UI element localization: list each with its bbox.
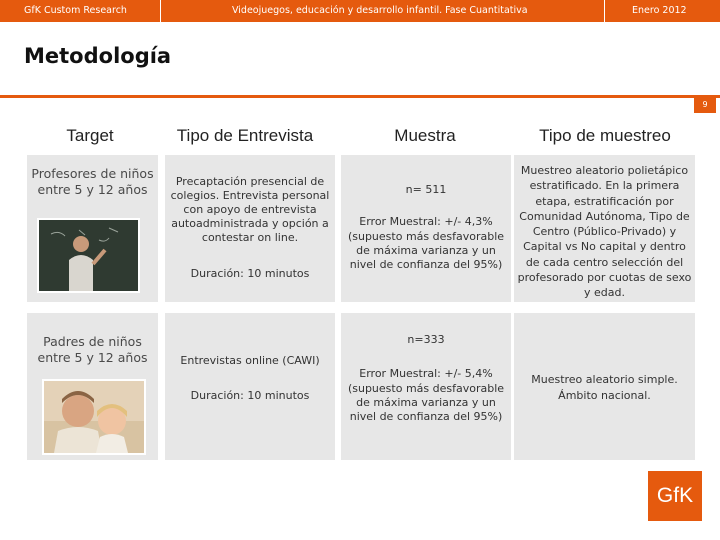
- target-label: Profesores de niños entre 5 y 12 años: [31, 166, 154, 197]
- target-label: Padres de niños entre 5 y 12 años: [37, 334, 148, 365]
- column-header-target: Target: [66, 126, 114, 145]
- sample-error: Error Muestral: +/- 4,3%: [359, 215, 493, 228]
- interview-duration: Duración: 10 minutos: [190, 267, 310, 280]
- sample-note: (supuesto más desfavorable de máxima varianza y un nivel de confianza del 95%): [347, 382, 505, 423]
- sampling-cell-teachers: [514, 155, 695, 302]
- sample-size: n= 511: [405, 183, 447, 196]
- sample-error: Error Muestral: +/- 5,4%: [359, 367, 493, 380]
- report-date: Enero 2012: [632, 5, 687, 16]
- sampling-cell-parents: [514, 313, 695, 460]
- header-divider: [160, 0, 161, 22]
- sampling-description: Muestreo aleatorio simple. Ámbito nacional.: [531, 373, 678, 402]
- interview-duration: Duración: 10 minutos: [190, 389, 310, 402]
- header-bar: [0, 0, 720, 22]
- gfk-logo: GfK: [648, 471, 702, 521]
- sample-cell-teachers: [341, 155, 511, 302]
- sample-cell-parents: [341, 313, 511, 460]
- study-title: Videojuegos, educación y desarrollo infantil. Fase Cuantitativa: [232, 5, 528, 16]
- sample-size: n=333: [407, 333, 445, 346]
- interview-description: Entrevistas online (CAWI): [180, 354, 320, 367]
- interview-cell-teachers: [165, 155, 335, 302]
- page-title: Metodología: [24, 44, 172, 68]
- column-header-sampling: Tipo de muestreo: [539, 126, 671, 145]
- company-name: GfK Custom Research: [24, 5, 127, 16]
- parent-child-photo: [42, 379, 146, 455]
- target-cell-parents: [27, 313, 158, 460]
- page-number: 9: [694, 97, 716, 113]
- column-header-interview: Tipo de Entrevista: [176, 126, 314, 145]
- column-header-sample: Muestra: [394, 126, 456, 145]
- interview-description: Precaptación presencial de colegios. Entrevista personal con apoyo de entrevista autoadministrada y opción a contestar on line.: [170, 175, 330, 244]
- target-cell-teachers: [27, 155, 158, 302]
- teacher-photo: [37, 218, 140, 293]
- sampling-description: Muestreo aleatorio polietápico estratificado. En la primera etapa, estratificación por Comunidad Autónoma, Tipo de Centro (Público-Privado) y Capital vs No capital y dentro de cada centro selección del profesorado por cuotas de sexo y edad.: [517, 164, 692, 300]
- header-divider: [604, 0, 605, 22]
- interview-cell-parents: [165, 313, 335, 460]
- sample-note: (supuesto más desfavorable de máxima varianza y un nivel de confianza del 95%): [347, 230, 505, 271]
- title-rule: [0, 95, 720, 98]
